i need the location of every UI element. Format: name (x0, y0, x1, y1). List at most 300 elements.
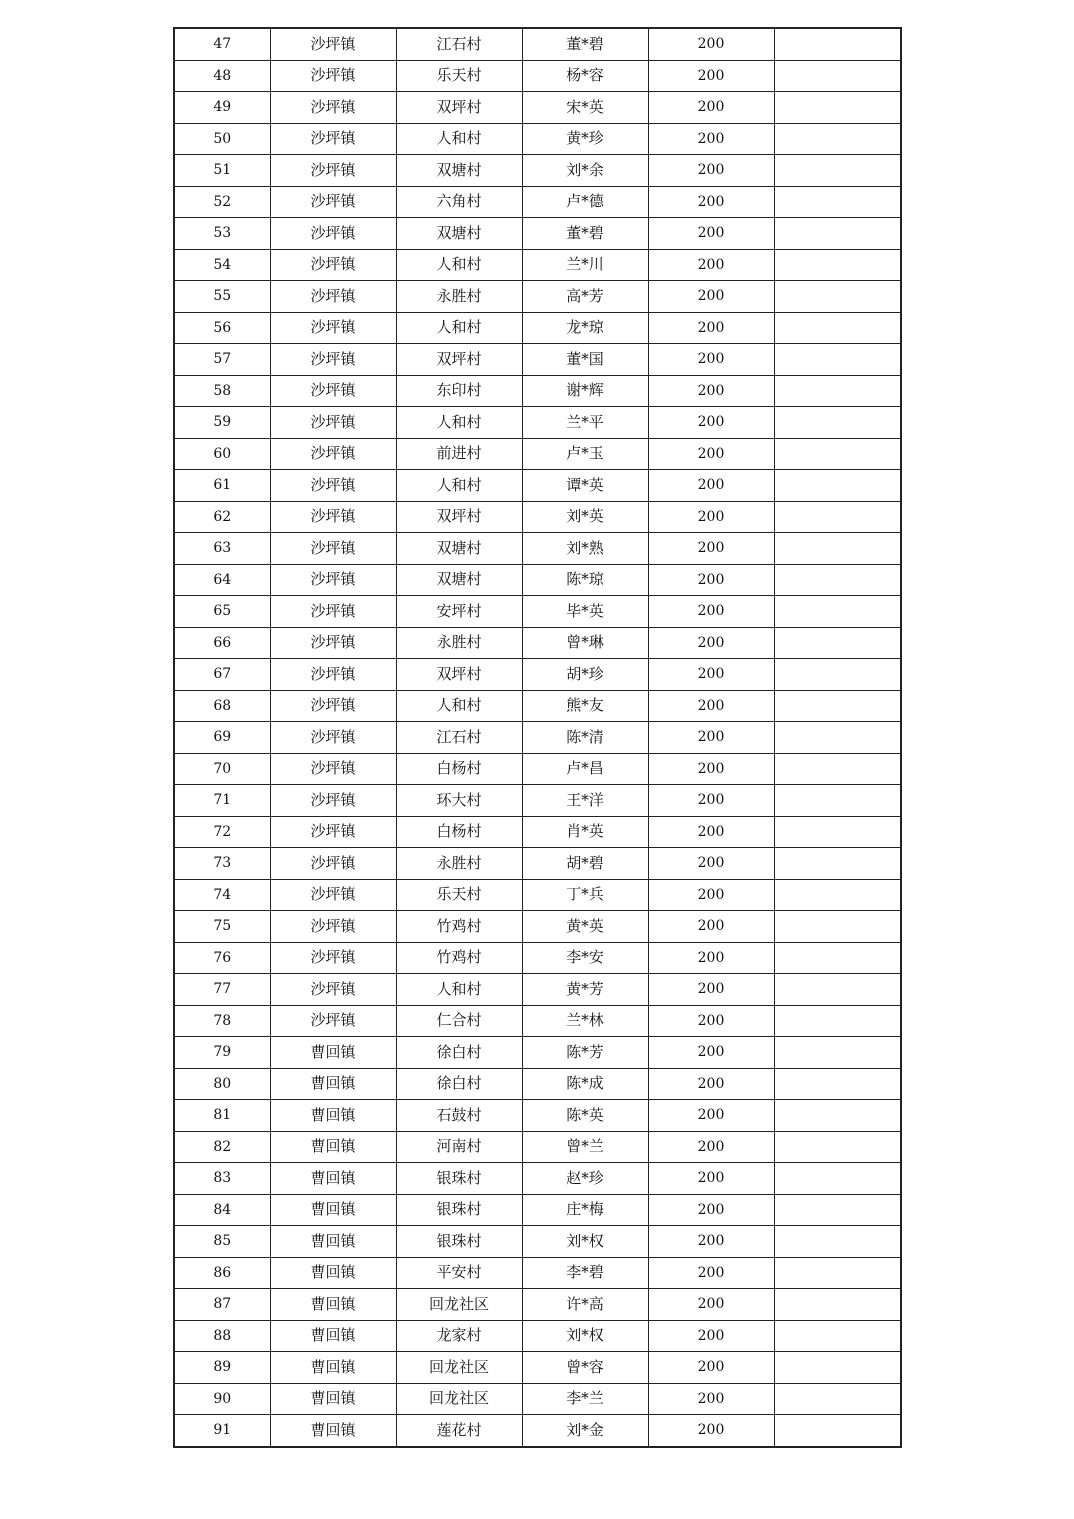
person-name-cell: 赵*珍 (522, 1163, 648, 1195)
amount-cell: 200 (648, 785, 774, 817)
table-row (174, 974, 901, 1006)
person-name-cell: 李*碧 (522, 1257, 648, 1289)
amount-cell: 200 (648, 1100, 774, 1132)
remark-cell (774, 470, 901, 502)
village-cell: 人和村 (396, 123, 522, 155)
table-row (174, 785, 901, 817)
amount-cell: 200 (648, 722, 774, 754)
table-row (174, 1257, 901, 1289)
serial-number-cell: 59 (174, 407, 270, 439)
village-cell: 仁合村 (396, 1005, 522, 1037)
village-cell: 人和村 (396, 249, 522, 281)
serial-number-cell: 74 (174, 879, 270, 911)
serial-number-cell: 71 (174, 785, 270, 817)
village-cell: 河南村 (396, 1131, 522, 1163)
village-cell: 前进村 (396, 438, 522, 470)
village-cell: 竹鸡村 (396, 911, 522, 943)
table-row (174, 218, 901, 250)
person-name-cell: 谢*辉 (522, 375, 648, 407)
serial-number-cell: 89 (174, 1352, 270, 1384)
table-row (174, 1131, 901, 1163)
amount-cell: 200 (648, 1068, 774, 1100)
town-cell: 沙坪镇 (270, 879, 396, 911)
serial-number-cell: 67 (174, 659, 270, 691)
serial-number-cell: 69 (174, 722, 270, 754)
remark-cell (774, 344, 901, 376)
serial-number-cell: 90 (174, 1383, 270, 1415)
village-cell: 石鼓村 (396, 1100, 522, 1132)
town-cell: 沙坪镇 (270, 1005, 396, 1037)
remark-cell (774, 659, 901, 691)
table-row (174, 911, 901, 943)
person-name-cell: 兰*林 (522, 1005, 648, 1037)
serial-number-cell: 50 (174, 123, 270, 155)
town-cell: 沙坪镇 (270, 753, 396, 785)
village-cell: 龙家村 (396, 1320, 522, 1352)
town-cell: 曹回镇 (270, 1226, 396, 1258)
person-name-cell: 李*安 (522, 942, 648, 974)
person-name-cell: 黄*芳 (522, 974, 648, 1006)
person-name-cell: 董*碧 (522, 218, 648, 250)
serial-number-cell: 52 (174, 186, 270, 218)
village-cell: 回龙社区 (396, 1383, 522, 1415)
amount-cell: 200 (648, 312, 774, 344)
town-cell: 沙坪镇 (270, 722, 396, 754)
amount-cell: 200 (648, 186, 774, 218)
town-cell: 沙坪镇 (270, 92, 396, 124)
person-name-cell: 董*国 (522, 344, 648, 376)
village-cell: 人和村 (396, 407, 522, 439)
town-cell: 沙坪镇 (270, 785, 396, 817)
serial-number-cell: 66 (174, 627, 270, 659)
remark-cell (774, 281, 901, 313)
serial-number-cell: 60 (174, 438, 270, 470)
town-cell: 沙坪镇 (270, 659, 396, 691)
village-cell: 乐天村 (396, 60, 522, 92)
person-name-cell: 董*碧 (522, 28, 648, 60)
serial-number-cell: 58 (174, 375, 270, 407)
person-name-cell: 丁*兵 (522, 879, 648, 911)
amount-cell: 200 (648, 848, 774, 880)
village-cell: 双塘村 (396, 218, 522, 250)
remark-cell (774, 690, 901, 722)
town-cell: 沙坪镇 (270, 848, 396, 880)
serial-number-cell: 88 (174, 1320, 270, 1352)
serial-number-cell: 47 (174, 28, 270, 60)
amount-cell: 200 (648, 438, 774, 470)
amount-cell: 200 (648, 753, 774, 785)
serial-number-cell: 61 (174, 470, 270, 502)
remark-cell (774, 564, 901, 596)
village-cell: 双塘村 (396, 564, 522, 596)
town-cell: 沙坪镇 (270, 533, 396, 565)
table-row (174, 848, 901, 880)
table-row (174, 1068, 901, 1100)
person-name-cell: 王*洋 (522, 785, 648, 817)
village-cell: 双坪村 (396, 344, 522, 376)
serial-number-cell: 70 (174, 753, 270, 785)
town-cell: 曹回镇 (270, 1383, 396, 1415)
remark-cell (774, 28, 901, 60)
remark-cell (774, 1037, 901, 1069)
village-cell: 人和村 (396, 690, 522, 722)
table-row (174, 942, 901, 974)
person-name-cell: 陈*芳 (522, 1037, 648, 1069)
village-cell: 永胜村 (396, 281, 522, 313)
village-cell: 银珠村 (396, 1163, 522, 1195)
town-cell: 沙坪镇 (270, 942, 396, 974)
person-name-cell: 兰*平 (522, 407, 648, 439)
table-row (174, 1320, 901, 1352)
remark-cell (774, 627, 901, 659)
town-cell: 沙坪镇 (270, 596, 396, 628)
table-row (174, 92, 901, 124)
amount-cell: 200 (648, 1415, 774, 1447)
town-cell: 曹回镇 (270, 1257, 396, 1289)
remark-cell (774, 1005, 901, 1037)
serial-number-cell: 79 (174, 1037, 270, 1069)
serial-number-cell: 57 (174, 344, 270, 376)
remark-cell (774, 60, 901, 92)
person-name-cell: 李*兰 (522, 1383, 648, 1415)
remark-cell (774, 501, 901, 533)
remark-cell (774, 879, 901, 911)
serial-number-cell: 84 (174, 1194, 270, 1226)
person-name-cell: 刘*金 (522, 1415, 648, 1447)
town-cell: 沙坪镇 (270, 501, 396, 533)
person-name-cell: 曾*琳 (522, 627, 648, 659)
remark-cell (774, 1257, 901, 1289)
town-cell: 沙坪镇 (270, 564, 396, 596)
village-cell: 竹鸡村 (396, 942, 522, 974)
village-cell: 永胜村 (396, 627, 522, 659)
table-row (174, 533, 901, 565)
person-name-cell: 陈*琼 (522, 564, 648, 596)
town-cell: 沙坪镇 (270, 690, 396, 722)
village-cell: 双坪村 (396, 92, 522, 124)
village-cell: 银珠村 (396, 1226, 522, 1258)
serial-number-cell: 49 (174, 92, 270, 124)
person-name-cell: 毕*英 (522, 596, 648, 628)
serial-number-cell: 62 (174, 501, 270, 533)
town-cell: 沙坪镇 (270, 155, 396, 187)
roster-table-body (174, 28, 901, 1447)
person-name-cell: 龙*琼 (522, 312, 648, 344)
serial-number-cell: 48 (174, 60, 270, 92)
town-cell: 曹回镇 (270, 1068, 396, 1100)
town-cell: 曹回镇 (270, 1352, 396, 1384)
amount-cell: 200 (648, 1194, 774, 1226)
town-cell: 曹回镇 (270, 1131, 396, 1163)
serial-number-cell: 53 (174, 218, 270, 250)
remark-cell (774, 249, 901, 281)
remark-cell (774, 1163, 901, 1195)
amount-cell: 200 (648, 375, 774, 407)
serial-number-cell: 87 (174, 1289, 270, 1321)
roster-table (173, 27, 902, 1448)
table-row (174, 1352, 901, 1384)
table-row (174, 375, 901, 407)
village-cell: 乐天村 (396, 879, 522, 911)
village-cell: 江石村 (396, 722, 522, 754)
amount-cell: 200 (648, 533, 774, 565)
village-cell: 白杨村 (396, 753, 522, 785)
amount-cell: 200 (648, 1131, 774, 1163)
table-row (174, 312, 901, 344)
table-row (174, 1415, 901, 1447)
remark-cell (774, 533, 901, 565)
amount-cell: 200 (648, 627, 774, 659)
village-cell: 白杨村 (396, 816, 522, 848)
town-cell: 沙坪镇 (270, 974, 396, 1006)
table-row (174, 659, 901, 691)
remark-cell (774, 722, 901, 754)
person-name-cell: 刘*英 (522, 501, 648, 533)
amount-cell: 200 (648, 690, 774, 722)
village-cell: 徐白村 (396, 1037, 522, 1069)
town-cell: 沙坪镇 (270, 123, 396, 155)
amount-cell: 200 (648, 1383, 774, 1415)
table-row (174, 879, 901, 911)
table-row (174, 564, 901, 596)
serial-number-cell: 76 (174, 942, 270, 974)
village-cell: 人和村 (396, 470, 522, 502)
amount-cell: 200 (648, 281, 774, 313)
person-name-cell: 卢*昌 (522, 753, 648, 785)
person-name-cell: 胡*碧 (522, 848, 648, 880)
village-cell: 环大村 (396, 785, 522, 817)
table-row (174, 281, 901, 313)
person-name-cell: 许*高 (522, 1289, 648, 1321)
person-name-cell: 刘*权 (522, 1226, 648, 1258)
village-cell: 徐白村 (396, 1068, 522, 1100)
amount-cell: 200 (648, 1352, 774, 1384)
table-row (174, 344, 901, 376)
amount-cell: 200 (648, 60, 774, 92)
person-name-cell: 卢*德 (522, 186, 648, 218)
person-name-cell: 曾*容 (522, 1352, 648, 1384)
table-row (174, 186, 901, 218)
serial-number-cell: 54 (174, 249, 270, 281)
person-name-cell: 刘*熟 (522, 533, 648, 565)
remark-cell (774, 942, 901, 974)
amount-cell: 200 (648, 1005, 774, 1037)
remark-cell (774, 1289, 901, 1321)
remark-cell (774, 1068, 901, 1100)
table-row (174, 596, 901, 628)
town-cell: 沙坪镇 (270, 470, 396, 502)
remark-cell (774, 1100, 901, 1132)
table-row (174, 249, 901, 281)
remark-cell (774, 753, 901, 785)
serial-number-cell: 72 (174, 816, 270, 848)
town-cell: 沙坪镇 (270, 312, 396, 344)
town-cell: 沙坪镇 (270, 627, 396, 659)
amount-cell: 200 (648, 1163, 774, 1195)
table-row (174, 1163, 901, 1195)
town-cell: 曹回镇 (270, 1320, 396, 1352)
person-name-cell: 高*芳 (522, 281, 648, 313)
person-name-cell: 肖*英 (522, 816, 648, 848)
table-row (174, 753, 901, 785)
serial-number-cell: 73 (174, 848, 270, 880)
serial-number-cell: 77 (174, 974, 270, 1006)
serial-number-cell: 85 (174, 1226, 270, 1258)
amount-cell: 200 (648, 879, 774, 911)
remark-cell (774, 1352, 901, 1384)
amount-cell: 200 (648, 816, 774, 848)
remark-cell (774, 596, 901, 628)
amount-cell: 200 (648, 974, 774, 1006)
serial-number-cell: 63 (174, 533, 270, 565)
village-cell: 江石村 (396, 28, 522, 60)
village-cell: 永胜村 (396, 848, 522, 880)
person-name-cell: 刘*余 (522, 155, 648, 187)
remark-cell (774, 911, 901, 943)
remark-cell (774, 1383, 901, 1415)
remark-cell (774, 186, 901, 218)
village-cell: 银珠村 (396, 1194, 522, 1226)
table-row (174, 1100, 901, 1132)
town-cell: 沙坪镇 (270, 218, 396, 250)
amount-cell: 200 (648, 659, 774, 691)
person-name-cell: 胡*珍 (522, 659, 648, 691)
table-row (174, 1289, 901, 1321)
person-name-cell: 庄*梅 (522, 1194, 648, 1226)
table-row (174, 1037, 901, 1069)
remark-cell (774, 218, 901, 250)
table-row (174, 123, 901, 155)
person-name-cell: 曾*兰 (522, 1131, 648, 1163)
town-cell: 沙坪镇 (270, 249, 396, 281)
serial-number-cell: 83 (174, 1163, 270, 1195)
person-name-cell: 黄*珍 (522, 123, 648, 155)
town-cell: 沙坪镇 (270, 28, 396, 60)
town-cell: 沙坪镇 (270, 816, 396, 848)
table-row (174, 501, 901, 533)
serial-number-cell: 64 (174, 564, 270, 596)
amount-cell: 200 (648, 470, 774, 502)
table-row (174, 28, 901, 60)
serial-number-cell: 68 (174, 690, 270, 722)
remark-cell (774, 123, 901, 155)
remark-cell (774, 407, 901, 439)
table-row (174, 60, 901, 92)
town-cell: 沙坪镇 (270, 281, 396, 313)
remark-cell (774, 1320, 901, 1352)
village-cell: 安坪村 (396, 596, 522, 628)
table-row (174, 1194, 901, 1226)
remark-cell (774, 848, 901, 880)
table-row (174, 1226, 901, 1258)
remark-cell (774, 438, 901, 470)
village-cell: 双塘村 (396, 155, 522, 187)
serial-number-cell: 56 (174, 312, 270, 344)
town-cell: 沙坪镇 (270, 375, 396, 407)
amount-cell: 200 (648, 218, 774, 250)
person-name-cell: 兰*川 (522, 249, 648, 281)
amount-cell: 200 (648, 1257, 774, 1289)
amount-cell: 200 (648, 1037, 774, 1069)
person-name-cell: 杨*容 (522, 60, 648, 92)
town-cell: 沙坪镇 (270, 911, 396, 943)
town-cell: 曹回镇 (270, 1289, 396, 1321)
village-cell: 莲花村 (396, 1415, 522, 1447)
serial-number-cell: 78 (174, 1005, 270, 1037)
serial-number-cell: 51 (174, 155, 270, 187)
amount-cell: 200 (648, 1289, 774, 1321)
remark-cell (774, 974, 901, 1006)
serial-number-cell: 81 (174, 1100, 270, 1132)
person-name-cell: 熊*友 (522, 690, 648, 722)
amount-cell: 200 (648, 155, 774, 187)
town-cell: 曹回镇 (270, 1037, 396, 1069)
town-cell: 沙坪镇 (270, 438, 396, 470)
table-row (174, 438, 901, 470)
table-row (174, 470, 901, 502)
village-cell: 人和村 (396, 974, 522, 1006)
remark-cell (774, 375, 901, 407)
town-cell: 沙坪镇 (270, 407, 396, 439)
remark-cell (774, 816, 901, 848)
remark-cell (774, 155, 901, 187)
table-row (174, 1383, 901, 1415)
town-cell: 沙坪镇 (270, 60, 396, 92)
town-cell: 沙坪镇 (270, 344, 396, 376)
remark-cell (774, 1226, 901, 1258)
amount-cell: 200 (648, 92, 774, 124)
remark-cell (774, 1415, 901, 1447)
town-cell: 曹回镇 (270, 1194, 396, 1226)
amount-cell: 200 (648, 28, 774, 60)
amount-cell: 200 (648, 942, 774, 974)
amount-cell: 200 (648, 1320, 774, 1352)
table-row (174, 407, 901, 439)
person-name-cell: 卢*玉 (522, 438, 648, 470)
village-cell: 回龙社区 (396, 1352, 522, 1384)
serial-number-cell: 91 (174, 1415, 270, 1447)
table-row (174, 722, 901, 754)
village-cell: 双坪村 (396, 501, 522, 533)
table-row (174, 1005, 901, 1037)
town-cell: 曹回镇 (270, 1100, 396, 1132)
village-cell: 东印村 (396, 375, 522, 407)
table-row (174, 816, 901, 848)
amount-cell: 200 (648, 596, 774, 628)
serial-number-cell: 65 (174, 596, 270, 628)
amount-cell: 200 (648, 249, 774, 281)
table-row (174, 155, 901, 187)
amount-cell: 200 (648, 1226, 774, 1258)
village-cell: 平安村 (396, 1257, 522, 1289)
town-cell: 曹回镇 (270, 1415, 396, 1447)
remark-cell (774, 312, 901, 344)
village-cell: 人和村 (396, 312, 522, 344)
person-name-cell: 陈*成 (522, 1068, 648, 1100)
person-name-cell: 陈*清 (522, 722, 648, 754)
amount-cell: 200 (648, 911, 774, 943)
town-cell: 曹回镇 (270, 1163, 396, 1195)
amount-cell: 200 (648, 407, 774, 439)
village-cell: 双坪村 (396, 659, 522, 691)
amount-cell: 200 (648, 123, 774, 155)
serial-number-cell: 75 (174, 911, 270, 943)
amount-cell: 200 (648, 564, 774, 596)
village-cell: 六角村 (396, 186, 522, 218)
serial-number-cell: 82 (174, 1131, 270, 1163)
amount-cell: 200 (648, 344, 774, 376)
remark-cell (774, 92, 901, 124)
